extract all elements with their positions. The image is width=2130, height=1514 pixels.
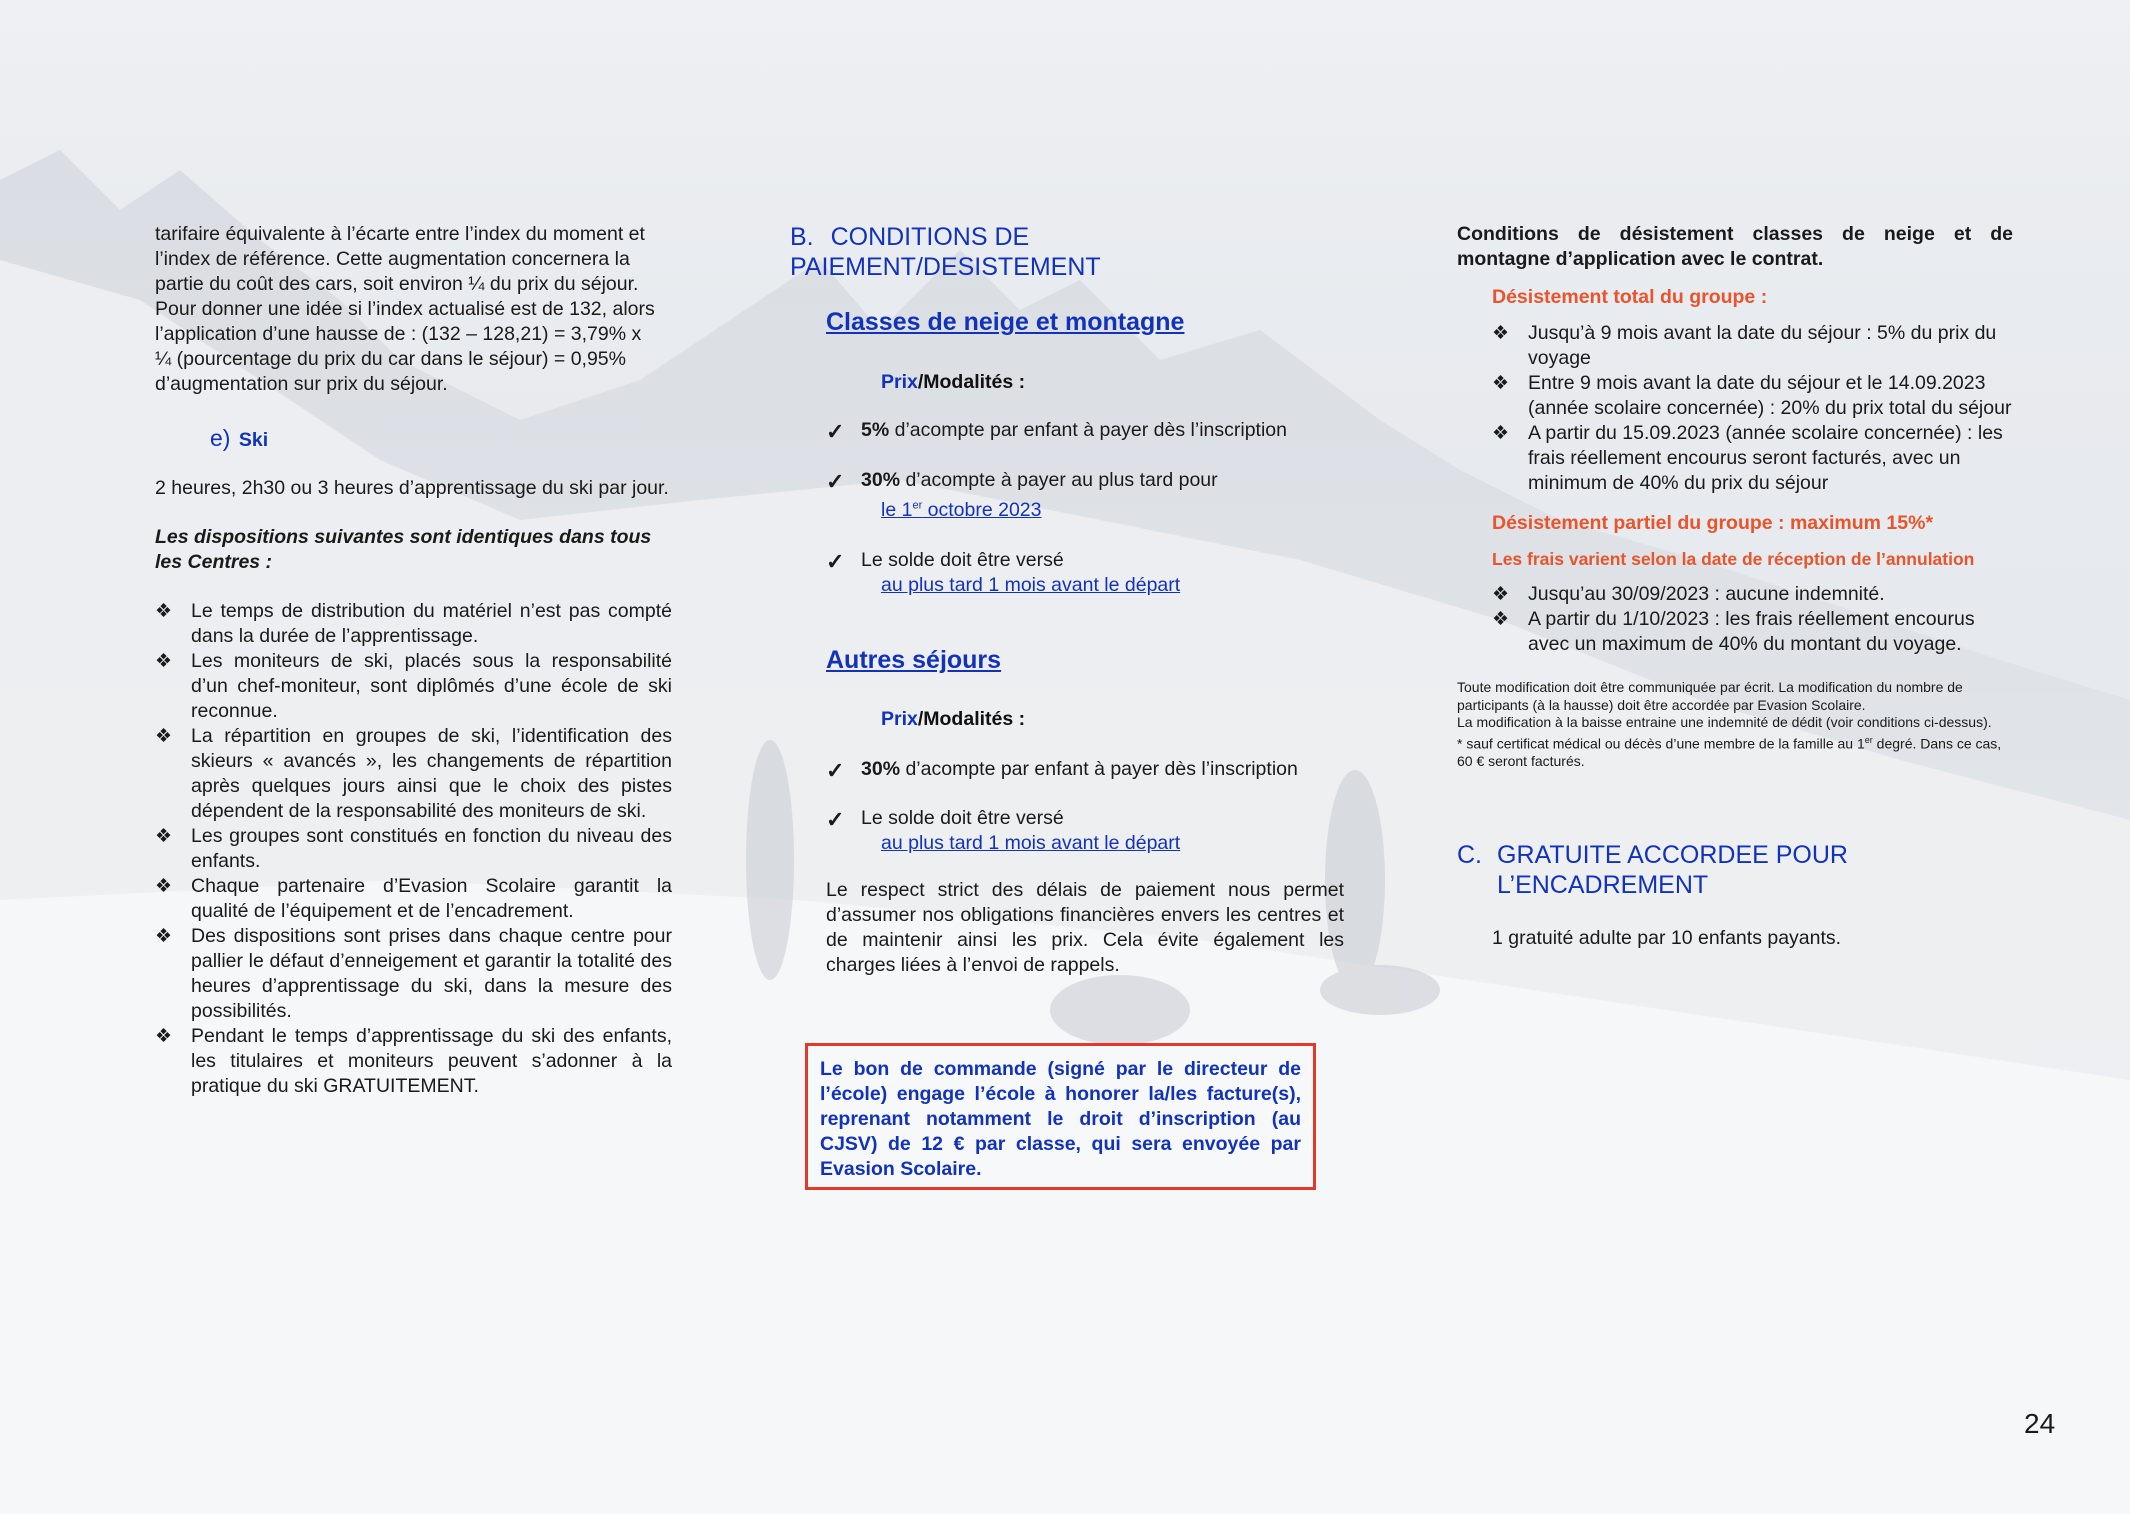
bullet-icon: ❖ [155, 1026, 173, 1047]
middle-column [790, 222, 1345, 978]
list-item: ❖ A partir du 1/10/2023 : les frais réellement encourus avec un maximum de 40% du montant du voyage. [1492, 608, 1975, 655]
check-icon: ✓ [826, 469, 845, 494]
classes-block [826, 308, 1345, 978]
ski-heading [210, 425, 672, 452]
bullet-icon: ❖ [155, 926, 173, 947]
desistement-block [1492, 286, 2013, 657]
footnote: * sauf certificat médical ou décès d’une membre de la famille au 1er degré. Dans ce cas, 60 € seront facturés. [1457, 734, 2002, 769]
check-item: ✓ 30% d’acompte à payer au plus tard pour le 1er octobre 2023 [826, 469, 1218, 521]
intro-line: Pour donner une idée si l’index actualisé est de 132, alors [155, 298, 655, 320]
footnote: La modification à la baisse entraine une indemnité de dédit (voir conditions ci-dessus). [1457, 714, 1992, 730]
intro-line: l’application d’une hausse de : (132 – 128,21) = 3,79% x [155, 323, 642, 345]
bullet-icon: ❖ [1492, 373, 1510, 394]
list-item: ❖ La répartition en groupes de ski, l’identification des skieurs « avancés », les changements de répartition après quelques jours ainsi que le choix des pistes dépendent de la responsabilité des moniteurs de ski. [155, 725, 672, 822]
partiel-title: Désistement partiel du groupe : maximum 15%* [1492, 512, 1934, 534]
frais-title: Les frais varient selon la date de réception de l’annulation [1492, 549, 1975, 569]
ski-text: 2 heures, 2h30 ou 3 heures d’apprentissage du ski par jour. [155, 477, 669, 499]
check-item: ✓ Le solde doit être versé au plus tard 1 mois avant le départ [826, 806, 1181, 854]
list-item: ❖ Les groupes sont constitués en fonction du niveau des enfants. [155, 825, 672, 872]
deadline-link[interactable]: au plus tard 1 mois avant le départ [881, 573, 1181, 596]
check-icon: ✓ [826, 548, 845, 574]
footnotes [1457, 679, 2013, 770]
bullet-icon: ❖ [1492, 323, 1510, 344]
deadline-link[interactable]: le 1er octobre 2023 [881, 498, 1042, 521]
bullet-icon: ❖ [1492, 609, 1510, 630]
ski-title: Ski [238, 429, 269, 451]
bullet-icon: ❖ [155, 726, 173, 747]
section-letter: C. [1457, 841, 1482, 870]
right-column [1457, 222, 2013, 951]
list-item: ❖ Jusqu’au 30/09/2023 : aucune indemnité. [1492, 583, 1885, 605]
intro-line: l’index de référence. Cette augmentation concernera la [155, 248, 630, 270]
bullet-icon: ❖ [1492, 584, 1510, 605]
section-b-heading [790, 222, 1345, 282]
bullet-icon: ❖ [1492, 423, 1510, 444]
classes-title: Classes de neige et montagne [826, 308, 1185, 336]
section-title: CONDITIONS DE PAIEMENT/DESISTEMENT [790, 223, 1101, 281]
total-list [1492, 321, 2013, 496]
list-item: ❖ Des dispositions sont prises dans chaque centre pour pallier le défaut d’enneigement et garantir la totalité des heures d’apprentissage du ski, dans la mesure des possibilités. [155, 925, 672, 1022]
bullet-icon: ❖ [155, 601, 173, 622]
dispositions-title: Les dispositions suivantes sont identiques dans tous les Centres : [155, 526, 652, 573]
gratuite-text: 1 gratuité adulte par 10 enfants payants. [1492, 927, 1842, 950]
footnote: Toute modification doit être communiquée par écrit. La modification du nombre de participants (à la hausse) doit être accordée par Evasion Scolaire. [1457, 679, 1963, 713]
list-item: ❖ Entre 9 mois avant la date du séjour et le 14.09.2023 (année scolaire concernée) : 20% du prix total du séjour [1492, 372, 2012, 419]
check-icon: ✓ [826, 419, 845, 444]
check-icon: ✓ [826, 806, 845, 832]
intro-line: d’augmentation sur prix du séjour. [155, 373, 448, 395]
list-item: ❖ Les moniteurs de ski, placés sous la responsabilité d’un chef-moniteur, sont diplômés d’une école de ski reconnue. [155, 650, 672, 722]
intro-line: ¼ (pourcentage du prix du car dans le séjour) = 0,95% [155, 348, 626, 370]
dispositions-list [155, 599, 672, 1099]
intro-line: partie du coût des cars, soit environ ¼ du prix du séjour. [155, 273, 639, 295]
respect-paragraph: Le respect strict des délais de paiement nous permet d’assumer nos obligations financières envers les centres et de maintenir ainsi les prix. Cela évite également les charges liées à l’envoi de rappels. [826, 878, 1344, 976]
bullet-icon: ❖ [155, 826, 173, 847]
deadline-link[interactable]: au plus tard 1 mois avant le départ [881, 831, 1181, 854]
bullet-icon: ❖ [155, 876, 173, 897]
section-title: GRATUITE ACCORDEE POUR L’ENCADREMENT [1497, 841, 1848, 900]
intro-line: tarifaire équivalente à l’écarte entre l’index du moment et [155, 223, 645, 245]
total-title: Désistement total du groupe : [1492, 286, 1768, 308]
check-item: ✓ Le solde doit être versé au plus tard 1 mois avant le départ [826, 548, 1181, 596]
partiel-list [1492, 582, 2013, 657]
prix-modalites-label: Prix/Modalités : [881, 371, 1026, 393]
section-c-heading [1457, 840, 2013, 900]
list-item: ❖ Chaque partenaire d’Evasion Scolaire garantit la qualité de l’équipement et de l’encadrement. [155, 875, 672, 922]
bullet-icon: ❖ [155, 651, 173, 672]
section-letter: B. [790, 223, 814, 251]
list-item: ❖ Jusqu’à 9 mois avant la date du séjour : 5% du prix du voyage [1492, 322, 1997, 369]
left-column [155, 222, 672, 1099]
index-paragraph [155, 222, 672, 397]
ski-letter: e) [210, 425, 231, 451]
check-icon: ✓ [826, 757, 845, 783]
page-number: 24 [2024, 1408, 2056, 1439]
autres-title: Autres séjours [826, 645, 1002, 674]
list-item: ❖ A partir du 15.09.2023 (année scolaire concernée) : les frais réellement encourus seront facturés, avec un minimum de 40% du prix du séjour [1492, 422, 2003, 494]
list-item: ❖ Le temps de distribution du matériel n’est pas compté dans la durée de l’apprentissage. [155, 600, 672, 647]
order-form-notice-box: Le bon de commande (signé par le directeur de l’école) engage l’école à honorer la/les facture(s), reprenant notamment le droit d’inscription (au CJSV) de 12 € par classe, qui sera envoyée par Evasion Scolaire. [805, 1043, 1316, 1190]
list-item: ❖ Pendant le temps d’apprentissage du ski des enfants, les titulaires et moniteurs peuvent s’adonner à la pratique du ski GRATUITEMENT. [155, 1025, 672, 1097]
check-item: ✓ 5% d’acompte par enfant à payer dès l’inscription [826, 419, 1287, 444]
prix-modalites-label: Prix/Modalités : [881, 707, 1026, 730]
desistement-heading: Conditions de désistement classes de neige et de montagne d’application avec le contrat. [1457, 223, 2013, 270]
check-item: ✓ 30% d’acompte par enfant à payer dès l’inscription [826, 757, 1298, 783]
